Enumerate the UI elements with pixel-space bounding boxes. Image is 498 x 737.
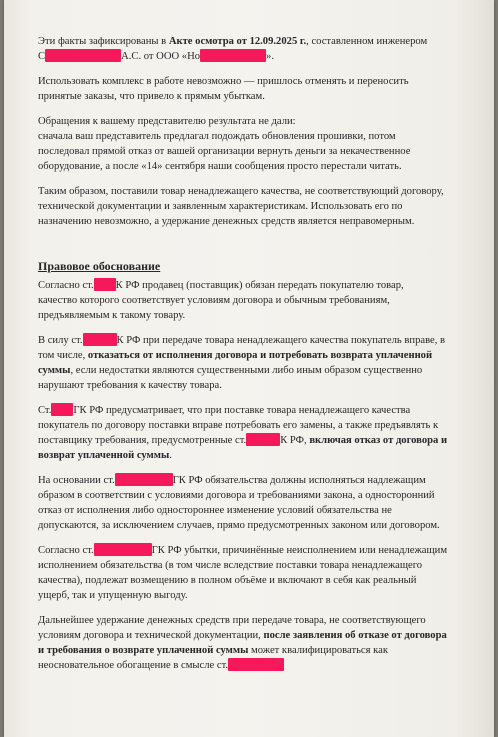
bold-text-run: после заявления об отказе от договора: [263, 630, 447, 641]
text-line: нарушают требования к качеству товара.: [38, 380, 222, 391]
text-line: Использовать комплекс в работе невозможно — пришлось отменять и переносить: [38, 76, 409, 87]
legal-paragraph-buyer-rights: [38, 333, 478, 393]
text-run: Эти факты зафиксированы в: [38, 36, 169, 47]
text-line: исполнением обязательства (в том числе вследствие поставки товара ненадлежащего: [38, 560, 423, 571]
text-line: [38, 403, 478, 418]
bold-text-run: суммы: [38, 365, 71, 376]
redaction-mark: [83, 333, 117, 346]
text-line: образом в соответствии с условиями договора и требованиями закона, а односторонний: [38, 490, 435, 501]
text-line: сначала ваш представитель предлагал подождать обновления прошивки, потом: [38, 131, 396, 142]
legal-paragraph-damages: [38, 543, 478, 603]
text-line: Обращения к вашему представителю результата не дали:: [38, 116, 296, 127]
paragraph-conclusion: [38, 184, 478, 229]
redaction-mark: [200, 49, 266, 62]
text-line: предъявляемым к такому товару.: [38, 310, 186, 321]
text-line: [38, 34, 478, 49]
text-run: На основании ст.: [38, 475, 115, 486]
text-run: Согласно ст.: [38, 280, 94, 291]
text-line: качество которого соответствует условиям договора и обычным требованиям,: [38, 295, 390, 306]
paragraph-requests: [38, 114, 478, 174]
legal-paragraph-supply-contract: [38, 403, 478, 463]
text-line: ущерб, так и упущенную выгоду.: [38, 590, 188, 601]
text-run: , если недостатки являются существенными либо иным образом существенно: [70, 365, 423, 376]
text-line: [38, 628, 478, 643]
text-run: ГК РФ убытки, причинённые неисполнением или ненадлежащим: [151, 545, 448, 556]
legal-paragraph-obligations: [38, 473, 478, 533]
paragraph-usage-impossible: [38, 74, 478, 104]
text-line: [38, 658, 478, 673]
text-line: технической документации и заявленным характеристикам. Использовать его по: [38, 201, 403, 212]
redaction-mark: [94, 543, 152, 556]
text-line: отказ от исполнения либо одностороннее изменение условий обязательства не: [38, 505, 392, 516]
legal-paragraph-unjust-enrichment: [38, 613, 478, 673]
section-heading: Правовое обоснование: [38, 259, 161, 273]
document-body: [38, 34, 478, 683]
bold-text-run: отказаться от исполнения договора и потребовать возврата уплаченной: [87, 350, 433, 361]
text-line: [38, 433, 478, 448]
text-run: К РФ,: [280, 435, 310, 446]
text-line: [38, 333, 478, 348]
text-run: ГК РФ обязательства должны исполняться надлежащим: [172, 475, 426, 486]
text-run: А.С. от ООО «Но: [121, 51, 201, 62]
text-line: [38, 543, 478, 558]
text-run: , составленном инженером: [306, 36, 428, 47]
text-run: В силу ст.: [38, 335, 83, 346]
spacer: [38, 239, 478, 249]
text-run: .: [169, 450, 172, 461]
text-line: принятые заказы, что привело к прямым убыткам.: [38, 91, 265, 102]
bold-text-run: возврат уплаченной суммы: [38, 450, 170, 461]
bold-text-run: Акте осмотра от 12.09.2025 г.: [168, 36, 307, 47]
text-line: Дальнейшее удержание денежных средств при передаче товара, не соответствующего: [38, 615, 426, 626]
text-run: том числе,: [38, 350, 88, 361]
text-run: Согласно ст.: [38, 545, 94, 556]
text-line: Таким образом, поставили товар ненадлежащего качества, не соответствующий договору,: [38, 186, 444, 197]
text-run: может квалифицироваться как: [248, 645, 388, 656]
redaction-mark: [246, 433, 280, 446]
document-page: [4, 0, 494, 737]
text-line: [38, 278, 478, 293]
text-run: поставщику требования, предусмотренные ст.: [38, 435, 247, 446]
paragraph-inspection-act: [38, 34, 478, 64]
text-run: К РФ продавец (поставщик) обязан передать покупателю товар,: [115, 280, 404, 291]
redaction-mark: [51, 403, 73, 416]
redaction-mark: [45, 49, 121, 62]
text-run: неосновательное обогащение в смысле ст.: [38, 660, 229, 671]
bold-text-run: включая отказ от договора и: [309, 435, 448, 446]
text-line: покупатель по договору поставки вправе потребовать его замены, а также предъявлять к: [38, 420, 439, 431]
text-run: К РФ при передаче товара ненадлежащего качества покупатель вправе, в: [116, 335, 446, 346]
text-run: С: [38, 51, 46, 62]
text-line: допускаются, за исключением случаев, прямо предусмотренных законом или договором.: [38, 520, 440, 531]
redaction-mark: [94, 278, 116, 291]
text-run: Ст.: [38, 405, 52, 416]
text-line: [38, 348, 478, 363]
text-line: [38, 49, 478, 64]
text-line: последовал прямой отказ от вашей организации вернуть деньги за некачественное: [38, 146, 411, 157]
text-line: оборудование, а после «14» сентября наши сообщения просто перестали читать.: [38, 161, 402, 172]
redaction-mark: [228, 658, 284, 671]
text-line: [38, 448, 478, 463]
text-run: условиям договора и технической документации,: [38, 630, 264, 641]
text-run: ГК РФ предусматривает, что при поставке товара ненадлежащего качества: [73, 405, 411, 416]
text-line: качества), подлежат возмещению в полном объёме и включают в себя как реальный: [38, 575, 417, 586]
text-line: [38, 643, 478, 658]
text-line: [38, 363, 478, 378]
redaction-mark: [115, 473, 173, 486]
text-run: ».: [266, 51, 274, 62]
bold-text-run: и требования о возврате уплаченной суммы: [38, 645, 249, 656]
text-line: [38, 473, 478, 488]
text-line: назначению невозможно, а удержание денежных средств является неправомерным.: [38, 216, 415, 227]
legal-paragraph-seller-obligation: [38, 278, 478, 323]
